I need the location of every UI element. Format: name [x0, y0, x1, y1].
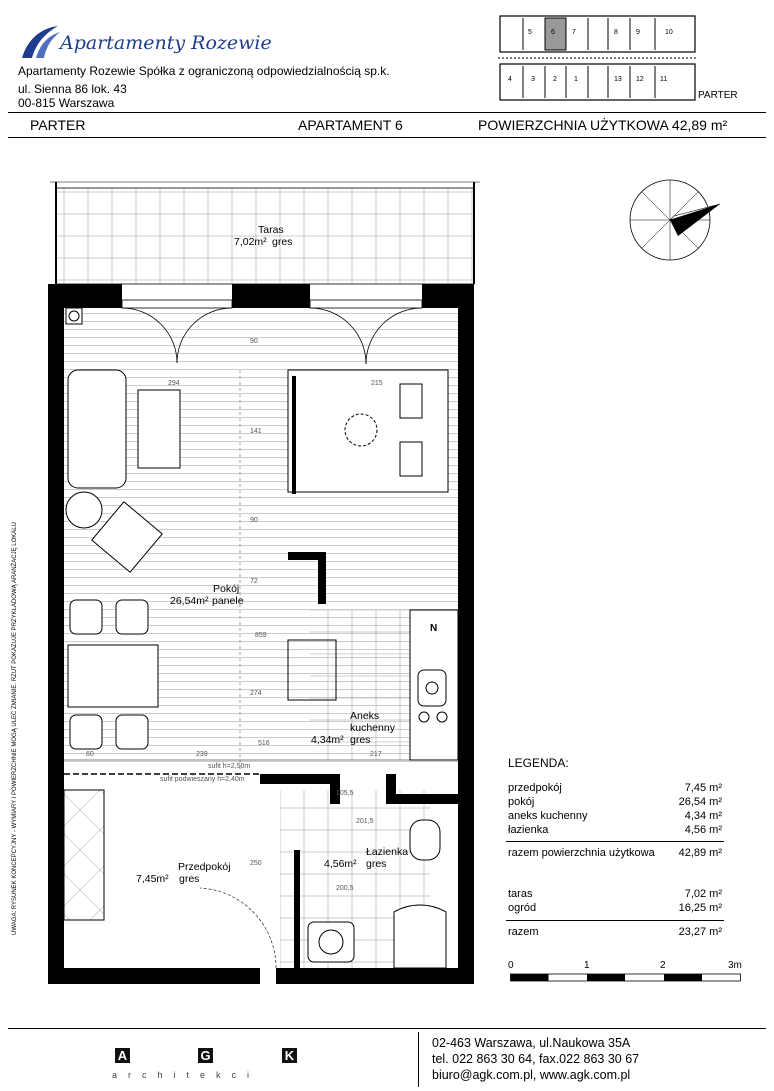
dim-label: 516 [258, 740, 270, 747]
legend-title: LEGENDA: [508, 756, 569, 770]
ceiling-height-label: sufit h=2,50m [208, 763, 251, 770]
dim-label: 215 [371, 380, 383, 387]
footer-web: biuro@agk.com.pl, www.agk.com.pl [432, 1068, 631, 1082]
brand-letter-k: K [282, 1048, 297, 1063]
legend-extra-total-label: razem [508, 926, 539, 938]
title-bar-line-bottom [8, 137, 766, 138]
legend-extra-total-value: 23,27 m² [678, 926, 722, 938]
legend-total-label: razem powierzchnia użytkowa [508, 847, 655, 859]
lazienka-name: Łazienka [366, 846, 409, 858]
legend-room-label: przedpokój [508, 782, 562, 794]
key-unit: 1 [574, 76, 578, 83]
scale-tick: 0 [508, 960, 514, 971]
key-unit: 9 [636, 29, 640, 36]
aneks-finish: gres [350, 734, 371, 746]
legend-total-value: 42,89 m² [678, 847, 722, 859]
legend-divider [506, 841, 724, 842]
dim-label: 201,5 [356, 818, 374, 825]
level-title: PARTER [30, 117, 86, 133]
legend-room-value: 4,34 m² [684, 810, 722, 822]
scale-tick: 3m [728, 960, 742, 971]
legend-room-label: pokój [508, 796, 535, 808]
floor-plan-drawing [40, 170, 480, 990]
dim-label: 200,5 [336, 885, 354, 892]
lazienka-finish: gres [366, 858, 387, 870]
footer-divider [8, 1028, 766, 1029]
disclaimer-note: UWAGA: RYSUNEK KONCEPCYJNY - WYMIARY I POWIERZCHNIE MOGĄ ULEC ZMIANIE. RZUT POKAZUJE PRZYKŁADOWĄ ARANŻACJĘ LOKALU [12, 522, 18, 935]
key-unit: 5 [528, 29, 532, 36]
company-city: 00-815 Warszawa [18, 96, 115, 110]
dim-label: 90 [250, 517, 258, 524]
legend-extra-value: 16,25 m² [678, 902, 722, 914]
pokoj-name: Pokój [213, 583, 240, 595]
scale-tick: 2 [660, 960, 666, 971]
legend-room-value: 26,54 m² [678, 796, 722, 808]
apartment-title: APARTAMENT 6 [298, 117, 403, 133]
legend-room-value: 4,56 m² [684, 824, 722, 836]
taras-name: Taras [258, 224, 284, 236]
brand-letter-g: G [198, 1048, 213, 1063]
dim-label: 72 [250, 578, 258, 585]
key-unit: 2 [553, 76, 557, 83]
legend-extra-label: taras [508, 888, 533, 900]
przedpokoj-area: 7,45m² [136, 873, 169, 885]
legend-room-value: 7,45 m² [684, 782, 722, 794]
legend-room-label: łazienka [508, 824, 549, 836]
ceiling-suspended-label: sufit podwieszany h=2,40m [160, 776, 245, 783]
key-unit-highlighted: 6 [551, 29, 555, 36]
dim-label: 294 [168, 380, 180, 387]
company-name: Apartamenty Rozewie Spółka z ograniczoną odpowiedzialnością sp.k. [18, 64, 390, 78]
legend-extra-label: ogród [508, 902, 537, 914]
legend-room-label: aneks kuchenny [508, 810, 588, 822]
scale-tick: 1 [584, 960, 590, 971]
pokoj-finish: panele [212, 595, 244, 607]
przedpokoj-name: Przedpokój [178, 861, 231, 873]
legend-extra-value: 7,02 m² [684, 888, 722, 900]
key-unit: 4 [508, 76, 512, 83]
dim-label: 239 [196, 751, 208, 758]
footer-vertical-divider [418, 1032, 419, 1087]
key-unit: 7 [572, 29, 576, 36]
compass-icon [628, 178, 728, 278]
lazienka-area: 4,56m² [324, 858, 357, 870]
taras-finish: gres [272, 236, 293, 248]
fridge-mark: N [430, 623, 438, 634]
logo-text: Apartamenty Rozewie [60, 32, 272, 54]
key-unit: 3 [531, 76, 535, 83]
key-unit: 13 [614, 76, 622, 83]
footer-address: 02-463 Warszawa, ul.Naukowa 35A [432, 1036, 631, 1050]
przedpokoj-finish: gres [179, 873, 200, 885]
dim-label: 859 [255, 632, 267, 639]
company-street: ul. Sienna 86 lok. 43 [18, 82, 127, 96]
scale-bar [510, 972, 742, 984]
dim-label: 250 [250, 860, 262, 867]
brand-letter-a: A [115, 1048, 130, 1063]
title-bar-line-top [8, 112, 766, 113]
logo-swoosh-icon [18, 24, 62, 60]
dim-label: 141 [250, 428, 262, 435]
key-unit: 8 [614, 29, 618, 36]
key-plan [490, 8, 760, 108]
area-title: POWIERZCHNIA UŻYTKOWA 42,89 m² [478, 117, 728, 133]
pokoj-area: 26,54m² [170, 595, 209, 607]
company-logo [18, 24, 288, 60]
key-unit: 10 [665, 29, 673, 36]
key-unit: 12 [636, 76, 644, 83]
legend-divider [506, 920, 724, 921]
dim-label: 105,5 [336, 790, 354, 797]
key-plan-label: PARTER [698, 90, 738, 101]
aneks-name-2: kuchenny [350, 722, 395, 734]
dim-label: 274 [250, 690, 262, 697]
brand-subtitle: architekci [112, 1070, 261, 1080]
footer-phone: tel. 022 863 30 64, fax.022 863 30 67 [432, 1052, 640, 1066]
key-unit: 11 [660, 76, 668, 83]
aneks-name-1: Aneks [350, 710, 380, 722]
aneks-area: 4,34m² [311, 734, 344, 746]
taras-area: 7,02m² [234, 236, 267, 248]
dim-label: 90 [250, 338, 258, 345]
dim-label: 60 [86, 751, 94, 758]
dim-label: 217 [370, 751, 382, 758]
